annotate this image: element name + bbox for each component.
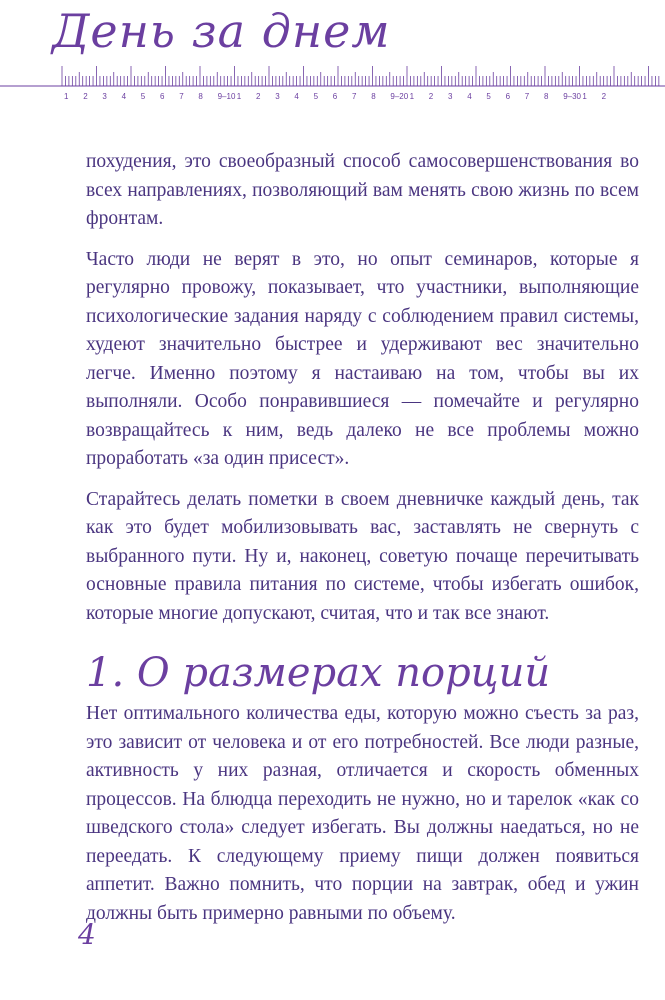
ruler-label: 8	[371, 92, 376, 101]
ruler-decoration	[0, 58, 665, 106]
ruler-label: 7	[352, 92, 357, 101]
ruler-label: 9–30	[563, 92, 581, 101]
ruler-label: 1	[236, 92, 242, 101]
ruler-label: 3	[275, 92, 280, 101]
ruler-label: 1	[409, 92, 415, 101]
ruler-labels	[64, 92, 607, 101]
section-paragraph: Нет оптимального количества еды, которую можно съесть за раз, это зависит от человека и от его потребностей. Все люди разные, активность у них разная, отличается и скорость обменных процессов. На блюдца переходить не нужно, но и тарелок «как со шведского стола» следует избегать. Вы должны наедаться, но не переедать. К следующему приему пищи должен появиться аппетит. Важно помнить, что порции на завтрак, обед и ужин должны быть примерно равными по объему.	[86, 703, 639, 924]
header-title: День за днем	[52, 4, 391, 58]
ruler-label: 8	[198, 92, 203, 101]
ruler-label: 5	[140, 92, 146, 101]
ruler-label: 1	[64, 92, 69, 101]
ruler-label: 6	[332, 92, 338, 101]
ruler-label: 4	[294, 92, 299, 101]
section-heading: 1. О размерах порций	[86, 650, 551, 696]
ruler-label: 8	[544, 92, 549, 101]
ruler-label: 2	[601, 92, 607, 101]
ruler-label: 2	[83, 92, 88, 101]
ruler-label: 2	[428, 92, 434, 101]
ruler-label: 3	[102, 92, 107, 101]
ruler-label: 7	[524, 92, 530, 101]
ruler-label: 1	[582, 92, 587, 101]
ruler-label: 9–10	[217, 92, 236, 101]
ruler-label: 4	[121, 92, 127, 101]
ruler-label: 9–20	[390, 92, 409, 101]
ruler-ticks	[0, 66, 665, 86]
ruler-label: 6	[160, 92, 165, 101]
paragraph-2: Часто люди не верят в это, но опыт семинаров, которые я регулярно провожу, показывает, что участники, выполняющие психологические задания наряду с соблюдением правил системы, худеют значительно быстрее и удерживают вес значительно легче. Именно поэтому я настаиваю на том, чтобы вы их выполняли. Особо понравившиеся — помечайте и регулярно возвращайтесь к ним, ведь далеко не все проблемы можно проработать «за один присест».	[86, 248, 639, 469]
paragraph-3: Старайтесь делать пометки в своем дневничке каждый день, так как это будет мобилизовывать вас, заставлять не свернуть с выбранного пути. Ну и, наконец, советую почаще перечитывать основные правила питания по системе, чтобы избегать ошибок, которые многие допускают, считая, что и так все знают.	[86, 488, 639, 624]
ruler-label: 6	[505, 92, 511, 101]
paragraph-1: похудения, это своеобразный способ самосовершенствования во всех направлениях, позволяющий вам менять свою жизнь по всем фронтам.	[86, 151, 639, 229]
ruler-label: 3	[448, 92, 453, 101]
ruler-label: 7	[179, 92, 184, 101]
ruler-label: 5	[486, 92, 491, 101]
body-text	[86, 148, 639, 940]
ruler-label: 5	[313, 92, 319, 101]
page-number: 4	[78, 918, 96, 951]
ruler-label: 2	[256, 92, 261, 101]
ruler-label: 4	[467, 92, 472, 101]
